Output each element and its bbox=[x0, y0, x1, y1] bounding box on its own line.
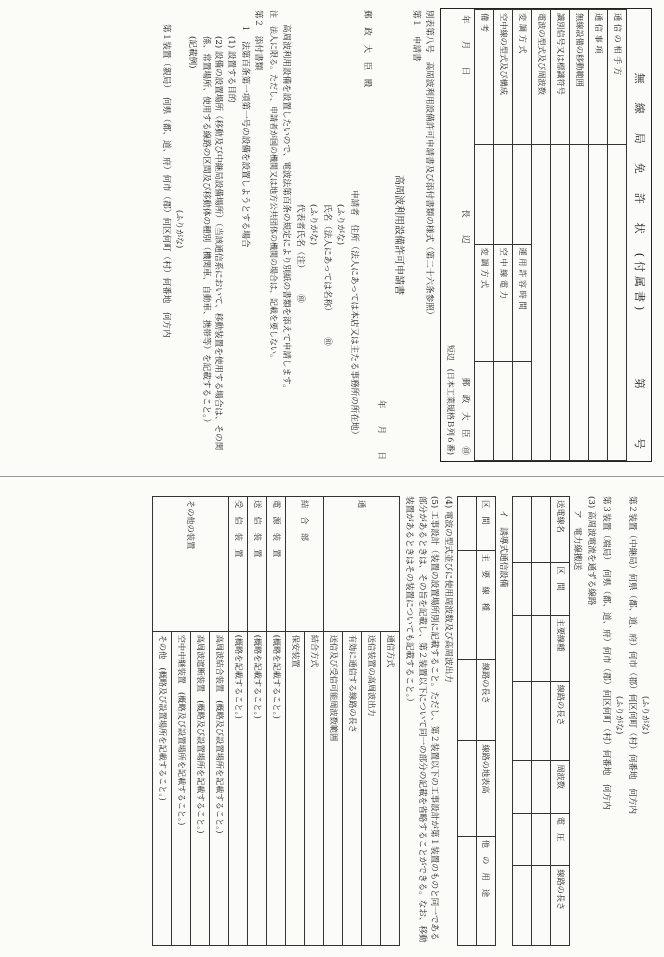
table-row bbox=[513, 10, 532, 461]
page-divider bbox=[0, 476, 664, 477]
attachment-1-1: (1) 設置する目的 bbox=[226, 36, 237, 103]
col-wire-type: 主 要 線 種 bbox=[476, 550, 495, 659]
table-row bbox=[608, 10, 627, 461]
device-3: 第３装置（端局） 何県（都、道、府）何市（郡）何区何町（村）何番地 何方内 bbox=[601, 496, 612, 810]
cert-value bbox=[608, 145, 627, 461]
attachment-1: １ 法第百条第一項第一号の設備を設置しようとする場合 bbox=[239, 24, 250, 248]
section-3b: イ 誘導式通信設備 bbox=[498, 510, 508, 588]
table-row bbox=[247, 497, 266, 946]
col-frequency: 周波数 bbox=[551, 761, 570, 813]
col-length-2: 線路の長さ bbox=[551, 866, 570, 946]
device-1-furigana: (ふりがな) bbox=[174, 210, 184, 249]
cert-value bbox=[532, 145, 551, 461]
col-voltage: 電 圧 bbox=[551, 813, 570, 865]
item: 通信方式 bbox=[380, 631, 399, 945]
item: 送信装置の高周波出力 bbox=[361, 631, 380, 945]
certificate-number bbox=[631, 378, 647, 453]
form-addressee: 郵 政 大 臣 殿 bbox=[362, 10, 373, 88]
cert-label-wave: 電波の型式及び周波数 bbox=[532, 10, 551, 145]
col-length: 線路の長さ bbox=[476, 659, 495, 740]
table-row bbox=[494, 10, 513, 461]
form-subheading: 第１ 申請書 bbox=[410, 10, 421, 62]
cert-value bbox=[475, 361, 494, 460]
col-length: 線路の長さ bbox=[551, 681, 570, 761]
applicant-furigana-1: (ふりがな) bbox=[335, 204, 346, 246]
table-row bbox=[570, 10, 589, 461]
table-row bbox=[457, 497, 476, 946]
cert-label-range: 無線設備の移動範囲 bbox=[570, 10, 589, 145]
col-height: 線路の地表高 bbox=[476, 741, 495, 836]
induction-table bbox=[457, 496, 496, 946]
example-label: (記載例) bbox=[187, 36, 198, 69]
group-other: その他の装置 bbox=[152, 497, 228, 632]
section-5: (5) 工事設計（装置の設置場所別に記載すること。ただし、第２装置以下の工事設計が第１装置のものと同一である部分があるときは、その旨を記載し、第２装置以下について同一の部分の記載を省略することができる。なお、移動装置があるときはその装置についても記載すること。） bbox=[404, 496, 440, 943]
cert-label-matter: 通 信 事 項 bbox=[589, 10, 608, 145]
cert-value bbox=[513, 145, 532, 244]
cert-label-power: 空 中 線 電 力 bbox=[494, 244, 513, 361]
design-table bbox=[152, 496, 400, 946]
form-title: 高周波利用設備許可申請書 bbox=[393, 175, 405, 295]
certificate-table bbox=[474, 9, 627, 461]
license-certificate bbox=[440, 8, 652, 462]
cert-label-hours: 運 用 許 容 時 間 bbox=[513, 244, 532, 361]
device-3-furigana: (ふりがな) bbox=[614, 696, 624, 735]
cert-issuer: 郵 政 大 臣 bbox=[460, 377, 471, 438]
item: 高周波遮断装置 (概略及び設置場所を記載すること。) bbox=[190, 631, 209, 945]
device-2-furigana: (ふりがな) bbox=[641, 696, 650, 735]
cert-value bbox=[551, 145, 570, 461]
item: (概略を記載すること。) bbox=[228, 631, 247, 945]
group-transmitter: 送 信 装 置 bbox=[247, 497, 266, 632]
col-section: 区 間 bbox=[476, 497, 495, 551]
cert-label-partner: 通 信 の 相 手 方 bbox=[608, 10, 627, 145]
item: 送信及び受信可能周波数範囲 bbox=[323, 631, 342, 945]
top-half bbox=[8, 4, 656, 466]
form-heading: 別表第八号 高周波利用設備許可申請書及び添付書類の様式（第二十六条参照） bbox=[424, 10, 435, 320]
application-form bbox=[155, 4, 440, 466]
attachment-1-2: (2) 設備の設置場所（移動及び中継局設備場所）（当該通信系において、移動装置を使用する場合は、その関係、常置場所、使用する線路の区間及び移動体の種別（機関車、自動車、携帯等）を記載すること。） bbox=[200, 36, 224, 451]
cert-value bbox=[570, 145, 589, 461]
top-rotated-content bbox=[8, 4, 656, 466]
table-row bbox=[266, 497, 285, 946]
applicant-address: 住所（法人にあっては本店又は主たる事務所の所在地） bbox=[348, 224, 359, 440]
cert-value bbox=[513, 361, 532, 460]
cert-label-modulation: 変 調 方 式 bbox=[513, 10, 532, 145]
table-row bbox=[304, 497, 323, 946]
cert-seal: ㊞ bbox=[460, 446, 471, 455]
attachment-heading: 第２ 添付書類 bbox=[253, 10, 264, 71]
group-coupling: 結 合 部 bbox=[285, 497, 323, 632]
applicant-block bbox=[293, 190, 359, 460]
table-row bbox=[228, 497, 247, 946]
applicant-seal-2: ㊞ bbox=[294, 294, 305, 303]
col-section: 区 間 bbox=[551, 563, 570, 615]
section-3a: ア 電力線搬送 bbox=[572, 510, 583, 571]
table-row bbox=[513, 497, 532, 946]
col-other-use: 他 の 用 途 bbox=[476, 836, 495, 945]
cert-label-callsign: 識別信号又は標識符号 bbox=[551, 10, 570, 145]
form-date: 年 月 日 bbox=[375, 399, 386, 460]
cert-no-label: 第 bbox=[633, 378, 646, 393]
cert-side-long: 長 辺 bbox=[460, 209, 471, 244]
group-receiver: 受 信 装 置 bbox=[228, 497, 247, 632]
bottom-rotated-content bbox=[8, 490, 656, 952]
applicant-name: 氏名（法人にあっては名称） bbox=[321, 204, 332, 312]
cert-side-edge: 辺 bbox=[445, 352, 455, 361]
certificate-title bbox=[627, 9, 651, 461]
table-row bbox=[532, 10, 551, 461]
item: 高周波結合装置 (概略及び設置場所を記載すること。) bbox=[209, 631, 228, 945]
form-body: 高周波利用設備を設置したいので、電波法第百条の規定により別紙の書類を添えて申請します。 bbox=[281, 24, 292, 393]
item: (概略を記載すること。) bbox=[247, 631, 266, 945]
col-line-name: 送電線名 bbox=[551, 497, 570, 563]
table-row bbox=[209, 497, 228, 946]
bottom-half bbox=[8, 490, 656, 952]
table-header-row bbox=[551, 497, 570, 946]
col-wire-type: 主要線種 bbox=[551, 615, 570, 681]
cert-size-note: (日本工業規格Ｂ列６番) bbox=[445, 368, 455, 455]
item: 有効に通信する線路の長さ bbox=[342, 631, 361, 945]
certificate-title-text: 無 線 局 免 許 状 (付属書) bbox=[633, 72, 646, 315]
cert-value bbox=[475, 145, 494, 244]
applicant-label: 申請者 bbox=[348, 190, 359, 216]
applicant-seal: ㊞ bbox=[321, 337, 332, 346]
table-row bbox=[475, 10, 494, 461]
item: その他 (概略及び設置場所を記載すること。) bbox=[152, 631, 171, 945]
item: (概略を記載すること。) bbox=[266, 631, 285, 945]
table-row bbox=[380, 497, 399, 946]
cert-label-antenna: 空中線の型式及び構成 bbox=[494, 10, 513, 145]
cert-value bbox=[589, 145, 608, 461]
table-row bbox=[532, 497, 551, 946]
cert-value bbox=[494, 361, 513, 460]
cert-value bbox=[494, 145, 513, 244]
cert-label-remarks: 備 考 bbox=[475, 10, 494, 145]
certificate-signature bbox=[456, 9, 474, 461]
cert-no-suffix: 号 bbox=[633, 438, 646, 453]
group-communication: 通 bbox=[323, 497, 399, 632]
section-4: (4) 電波の型式並びに使用周波数及び高周波出力 bbox=[442, 496, 453, 683]
item: 保安装置 bbox=[285, 631, 304, 945]
cert-size-note-row bbox=[441, 9, 456, 461]
applicant-furigana-2: (ふりがな) bbox=[308, 204, 319, 246]
form-note: 注 法人に限る。ただし、申請者が国の機関又は地方公共団体の機関の場合は、記載を要しない。 bbox=[268, 10, 278, 362]
item: 空中中継装置 (概略及び設置場所を記載すること。) bbox=[171, 631, 190, 945]
table-header-row bbox=[476, 497, 495, 946]
item: 結合方式 bbox=[304, 631, 323, 945]
group-power: 電 源 装 置 bbox=[266, 497, 285, 632]
table-row bbox=[589, 10, 608, 461]
table-row bbox=[551, 10, 570, 461]
cert-date: 年 月 日 bbox=[460, 15, 471, 76]
power-line-table bbox=[512, 496, 570, 946]
device-1: 第１装置（親局） 何県（都、道、府）何市（郡）何区何町（村）何番地 何方内 bbox=[161, 24, 172, 338]
device-2: 第２装置（中継局）何県（都、道、府）何市（郡）何区何町（村）何番地 何方内 bbox=[627, 496, 638, 814]
cert-label-modulation-2: 変 調 方 式 bbox=[475, 244, 494, 361]
applicant-representative: 代表者氏名（注） bbox=[294, 204, 305, 269]
section-3: (3) 高周波電流を通ずる線路 bbox=[585, 496, 596, 606]
cert-side-short: 短 bbox=[445, 344, 455, 353]
